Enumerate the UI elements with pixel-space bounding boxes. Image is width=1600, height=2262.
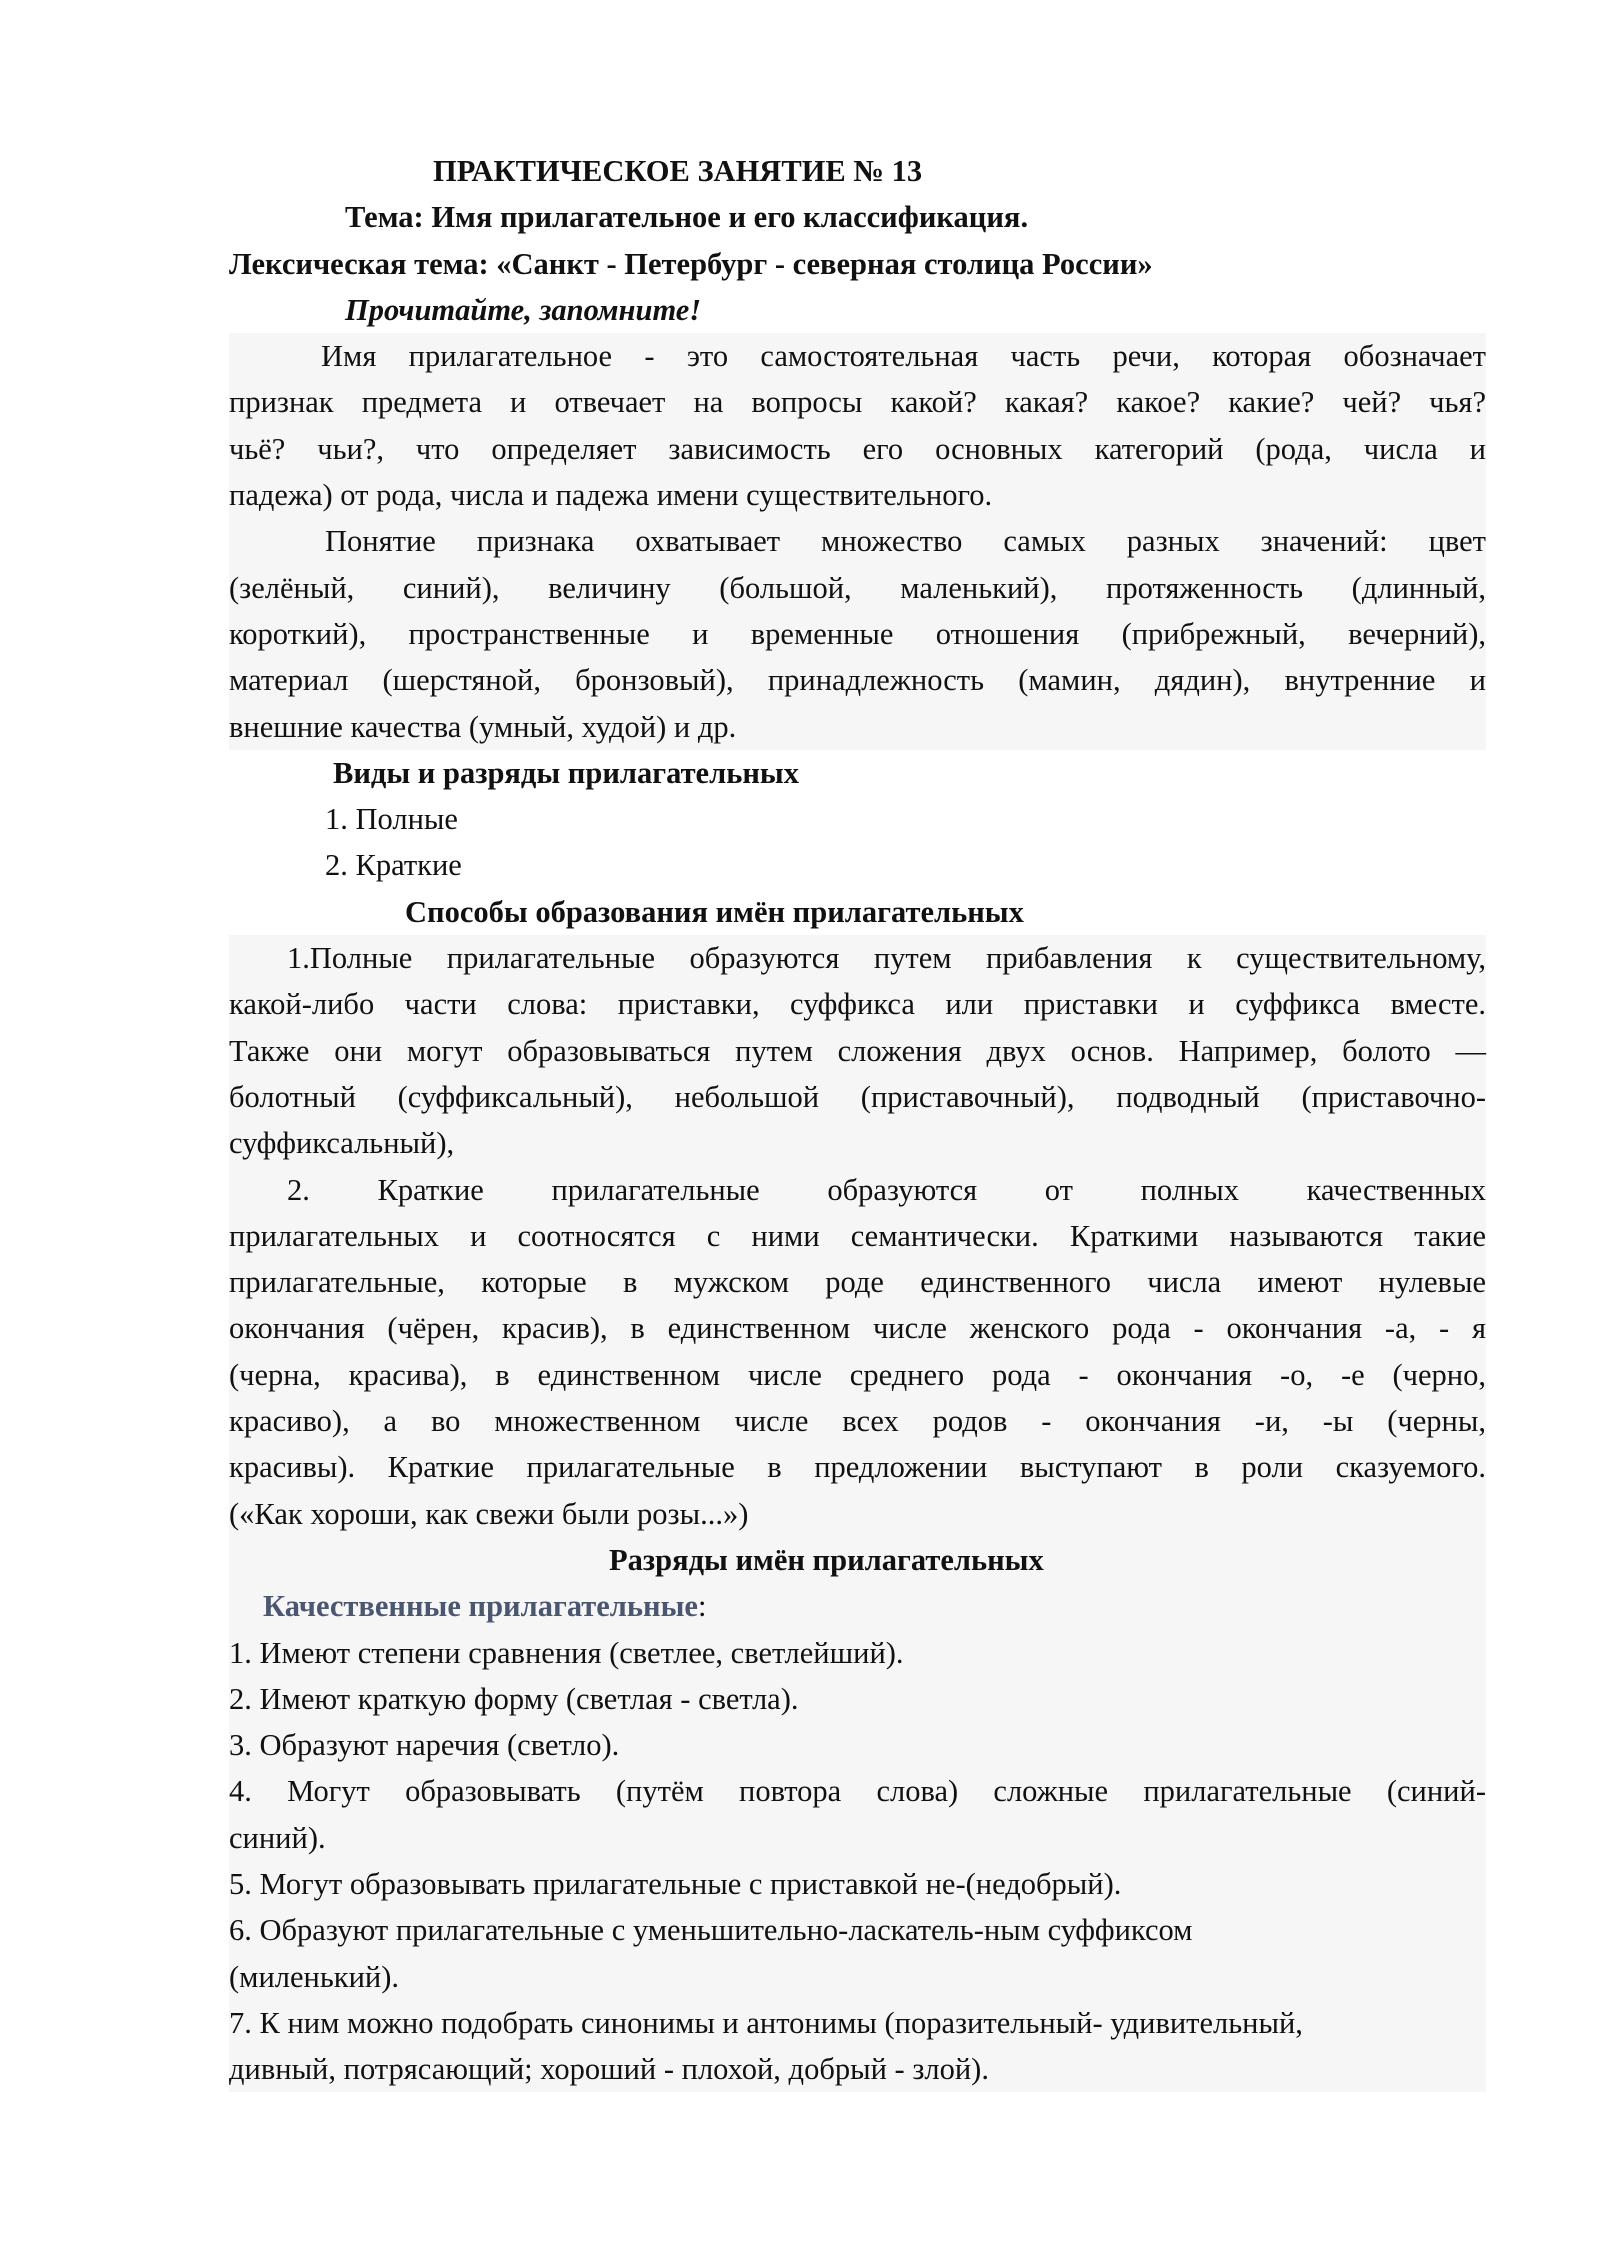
paragraph-line: внешние качества (умный, худой) и др. — [229, 709, 737, 744]
paragraph-line: («Как хороши, как свежи были розы...») — [229, 1496, 749, 1531]
paragraph-line: прилагательных и соотносятся с ними семантически. Краткими называются такие — [229, 1218, 1486, 1253]
categories-section — [229, 1537, 1486, 2093]
paragraph-line: Имя прилагательное - это самостоятельная часть речи, которая обозначает — [321, 339, 1486, 374]
paragraph-line: короткий), пространственные и временные отношения (прибрежный, вечерний), — [229, 616, 1486, 651]
category-line: 1. Имеют степени сравнения (светлее, светлейший). — [229, 1635, 904, 1670]
types-item: 1. Полные — [325, 802, 458, 837]
formation-paragraph-1 — [229, 935, 1486, 1166]
category-line: 3. Образуют наречия (светло). — [229, 1728, 620, 1763]
document-page — [229, 148, 1486, 2092]
instruction-line: Прочитайте, запомните! — [345, 292, 702, 327]
paragraph-line: какой-либо части слова: приставки, суффикса или приставки и суффикса вместе. — [229, 987, 1486, 1022]
category-line: синий). — [229, 1820, 326, 1855]
paragraph-line: материал (шерстяной, бронзовый), принадлежность (мамин, дядин), внутренние и — [229, 663, 1486, 698]
paragraph-line: (черна, красива), в единственном числе среднего рода - окончания -о, -е (черно, — [229, 1357, 1486, 1392]
paragraph-line: болотный (суффиксальный), небольшой (приставочный), подводный (приставочно- — [229, 1079, 1486, 1114]
paragraph-line: Понятие признака охватывает множество самых разных значений: цвет — [325, 524, 1486, 559]
category-line: 5. Могут образовывать прилагательные с приставкой не-(недобрый). — [229, 1866, 1122, 1901]
topic-line: Тема: Имя прилагательное и его классификация. — [345, 200, 1029, 235]
category-line: 7. К ним можно подобрать синонимы и антонимы (поразительный- удивительный, — [229, 2005, 1303, 2040]
intro-paragraph-1 — [229, 333, 1486, 518]
paragraph-line: 1.Полные прилагательные образуются путем прибавления к существительному, — [287, 941, 1486, 976]
category-line: дивный, потрясающий; хороший - плохой, добрый - злой). — [229, 2052, 989, 2087]
formation-paragraph-2 — [229, 1167, 1486, 1537]
categories-heading: Разряды имён прилагательных — [609, 1542, 1044, 1577]
category-line: 6. Образуют прилагательные с уменьшительно-ласкатель-ным суффиксом — [229, 1913, 1193, 1948]
lexical-topic-line: Лексическая тема: «Санкт - Петербург - северная столица России» — [229, 246, 1153, 281]
qualitative-subheading: Качественные прилагательные — [263, 1589, 698, 1624]
formation-heading: Способы образования имён прилагательных — [405, 894, 1024, 929]
paragraph-line: окончания (чёрен, красив), в единственном числе женского рода - окончания -а, - я — [229, 1311, 1486, 1346]
paragraph-line: суффиксальный), — [229, 1126, 455, 1161]
paragraph-line: красивы). Краткие прилагательные в предложении выступают в роли сказуемого. — [229, 1450, 1486, 1485]
paragraph-line: падежа) от рода, числа и падежа имени существительного. — [229, 478, 993, 513]
category-line: 4. Могут образовывать (путём повтора слова) сложные прилагательные (синий- — [229, 1774, 1486, 1809]
paragraph-line: прилагательные, которые в мужском роде единственного числа имеют нулевые — [229, 1265, 1486, 1300]
intro-paragraph-2 — [229, 518, 1486, 749]
category-line: (миленький). — [229, 1959, 400, 1994]
paragraph-line: (зелёный, синий), величину (большой, маленький), протяженность (длинный, — [229, 570, 1486, 605]
document-title: ПРАКТИЧЕСКОЕ ЗАНЯТИЕ № 13 — [433, 154, 923, 188]
types-heading: Виды и разряды прилагательных — [333, 755, 799, 790]
paragraph-line: признак предмета и отвечает на вопросы какой? какая? какое? какие? чей? чья? — [229, 385, 1486, 420]
types-item: 2. Краткие — [325, 848, 462, 883]
paragraph-line: чьё? чьи?, что определяет зависимость его основных категорий (рода, числа и — [229, 431, 1486, 466]
category-line: 2. Имеют краткую форму (светлая - светла). — [229, 1681, 799, 1716]
paragraph-line: красиво), а во множественном числе всех родов - окончания -и, -ы (черны, — [229, 1404, 1486, 1439]
paragraph-line: 2. Краткие прилагательные образуются от полных качественных — [287, 1172, 1486, 1207]
subheading-colon: : — [697, 1589, 707, 1624]
paragraph-line: Также они могут образовываться путем сложения двух основ. Например, болото — — [229, 1033, 1486, 1068]
subheading-line — [229, 1583, 1486, 1629]
